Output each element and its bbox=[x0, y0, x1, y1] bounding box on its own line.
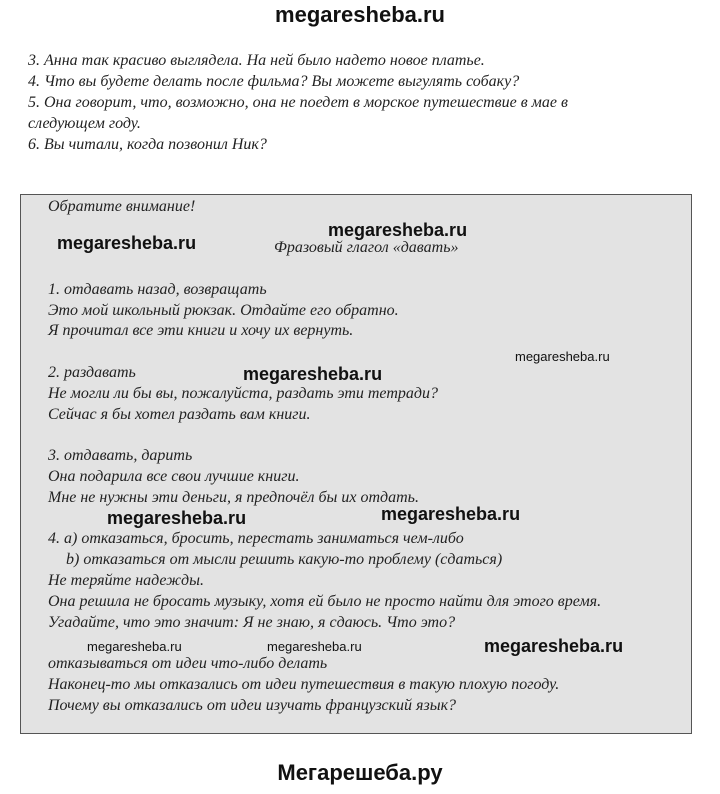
example: Это мой школьный рюкзак. Отдайте его обратно. bbox=[48, 302, 399, 319]
watermark: megaresheba.ru bbox=[267, 639, 362, 654]
watermark: megaresheba.ru bbox=[87, 639, 182, 654]
note-heading: Фразовый глагол «давать» bbox=[274, 239, 459, 256]
watermark: megaresheba.ru bbox=[484, 636, 624, 656]
footer-site-title: Мегарешеба.ру bbox=[277, 760, 443, 785]
example: Наконец-то мы отказались от идеи путешествия в такую плохую погоду. bbox=[48, 676, 560, 693]
meaning-5: отказываться от идеи что-либо делать bbox=[48, 655, 328, 672]
site-title: megaresheba.ru bbox=[275, 2, 445, 27]
meaning-4b: b) отказаться от мысли решить какую-то проблему (сдаться) bbox=[66, 551, 503, 568]
example: Угадайте, что это значит: Я не знаю, я сдаюсь. Что это? bbox=[48, 614, 456, 631]
meaning-3: 3. отдавать, дарить bbox=[48, 447, 193, 464]
example: Она подарила все свои лучшие книги. bbox=[48, 468, 300, 485]
meaning-4a: 4. a) отказаться, бросить, перестать заниматься чем-либо bbox=[48, 530, 464, 547]
sentence: 6. Вы читали, когда позвонил Ник? bbox=[28, 136, 267, 153]
watermark: megaresheba.ru bbox=[57, 233, 197, 253]
watermark: megaresheba.ru bbox=[243, 364, 383, 384]
watermark: megaresheba.ru bbox=[381, 504, 521, 524]
sentence: 4. Что вы будете делать после фильма? Вы можете выгулять собаку? bbox=[28, 73, 520, 90]
sentence: следующем году. bbox=[28, 115, 141, 132]
example: Не могли ли бы вы, пожалуйста, раздать эти тетради? bbox=[48, 385, 438, 402]
intro-sentences bbox=[28, 50, 708, 155]
example: Я прочитал все эти книги и хочу их вернуть. bbox=[48, 322, 354, 339]
watermark: megaresheba.ru bbox=[515, 349, 610, 364]
example: Не теряйте надежды. bbox=[48, 572, 204, 589]
example: Почему вы отказались от идеи изучать французский язык? bbox=[48, 697, 457, 714]
watermark: megaresheba.ru bbox=[328, 220, 468, 240]
watermark: megaresheba.ru bbox=[107, 508, 247, 528]
meaning-1: 1. отдавать назад, возвращать bbox=[48, 281, 267, 298]
meaning-2: 2. раздавать bbox=[48, 364, 136, 381]
example: Она решила не бросать музыку, хотя ей было не просто найти для этого время. bbox=[48, 593, 602, 610]
example: Мне не нужны эти деньги, я предпочёл бы их отдать. bbox=[48, 489, 419, 506]
example: Сейчас я бы хотел раздать вам книги. bbox=[48, 406, 311, 423]
note-title: Обратите внимание! bbox=[48, 198, 196, 215]
sentence: 5. Она говорит, что, возможно, она не поедет в морское путешествие в мае в bbox=[28, 94, 568, 111]
sentence: 3. Анна так красиво выглядела. На ней было надето новое платье. bbox=[28, 52, 485, 69]
